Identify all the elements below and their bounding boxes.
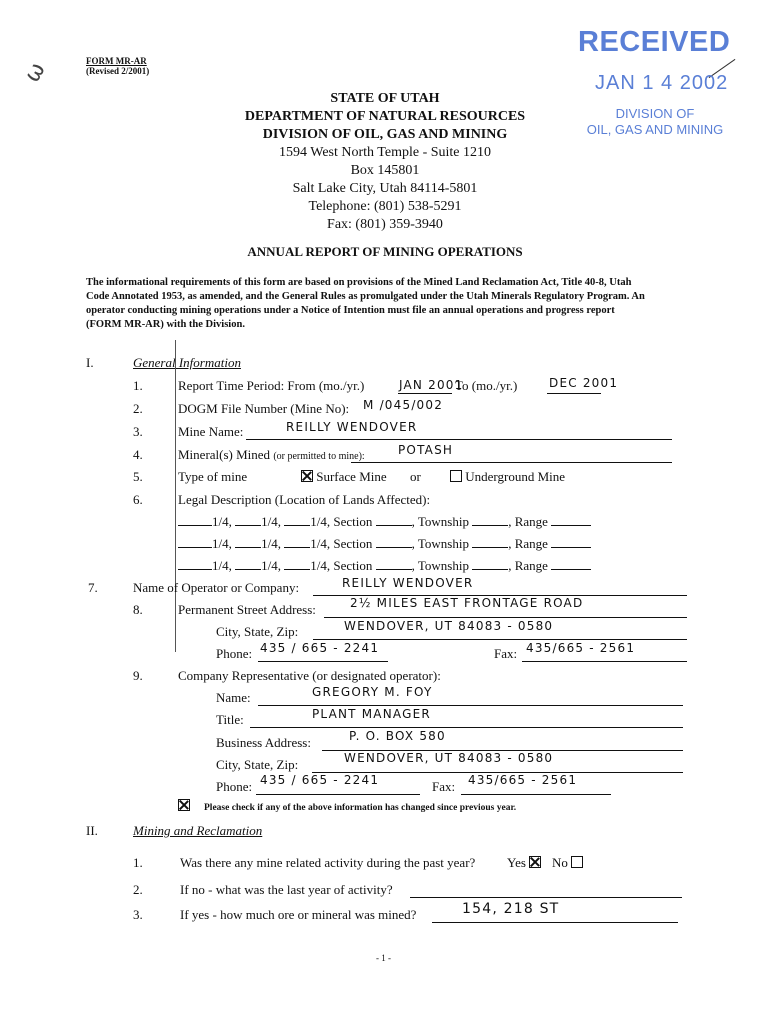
street-value: 2½ MILES EAST FRONTAGE ROAD [350,596,584,610]
operator-fax-value: 435/665 - 2561 [526,641,636,655]
report-title: ANNUAL REPORT OF MINING OPERATIONS [247,244,523,259]
rep-name-line [258,705,683,706]
rep-fax-line [461,794,611,795]
q1-no-checkbox[interactable] [571,856,583,868]
header-address2: Box 145801 [350,163,420,178]
q1-yes-label: Yes [507,855,526,870]
to-line [547,393,601,394]
changed-checkbox[interactable] [178,799,190,811]
item2-number: 2. [133,401,143,416]
form-name: FORM MR-AR [86,56,147,66]
header-address3: Salt Lake City, Utah 84114-5801 [292,181,478,196]
underground-mine-checkbox[interactable] [450,470,462,482]
mine-name-value: REILLY WENDOVER [286,420,418,434]
legal-range: , Range [508,536,548,551]
operator-name-value: REILLY WENDOVER [342,576,474,590]
mine-name-line [246,439,672,440]
q3-line [432,922,678,923]
rep-business-value: P. O. BOX 580 [349,729,446,743]
q1-yes-option[interactable] [507,855,541,871]
legal-label: Legal Description (Location of Lands Affected): [178,492,431,507]
section1-margin-line [175,340,176,652]
stamp-division-line2: OIL, GAS AND MINING [586,122,724,137]
form-id [86,56,149,76]
item3-number: 3. [133,424,143,439]
minerals-value: POTASH [398,443,454,457]
rep-phone-label: Phone: [216,779,253,794]
legal-section: 1/4, Section [310,558,373,573]
legal-q2: 1/4, [261,558,281,573]
q1-no-label: No [552,855,568,870]
item9-number: 9. [133,668,143,683]
type-label: Type of mine [178,469,248,484]
item6-number: 6. [133,492,143,507]
item4-number: 4. [133,447,143,462]
section2-numeral: II. [86,823,98,838]
header-telephone: Telephone: (801) 538-5291 [308,199,462,214]
operator-phone-line [258,661,388,662]
legal-range: , Range [508,514,548,529]
q3-value: 154, 218 ST [462,901,560,917]
operator-fax-line [522,661,687,662]
legal-row-2 [178,536,591,552]
mine-name-label: Mine Name: [178,424,244,439]
legal-township: , Township [411,514,469,529]
legal-section: 1/4, Section [310,536,373,551]
operator-phone-value: 435 / 665 - 2241 [260,641,380,655]
underground-mine-label: Underground Mine [465,469,566,484]
item1-number: 1. [133,378,143,393]
minerals-label [178,447,365,463]
item5-number: 5. [133,469,143,484]
agency-header [0,90,770,234]
legal-q1: 1/4, [212,536,232,551]
q1-number: 1. [133,855,143,870]
street-label: Permanent Street Address: [178,602,316,617]
operator-fax-label: Fax: [494,646,518,661]
intro-paragraph: The informational requirements of this form are based on provisions of the Mined Land Reclamation Act, Title 40-8, Utah Code Annotated 1953, as amended, and the General Rules as promulgated under the Utah Minerals Regulatory Program. An operator conducting mining operations under a Notice of Intention must file an annual operations and progress report (FORM MR-AR) with the Division. [86,277,645,330]
rep-city-label: City, State, Zip: [216,757,299,772]
from-value: JAN 2001 [399,378,464,392]
handwritten-mark: ω [19,58,51,87]
operator-name-label: Name of Operator or Company: [133,580,300,595]
stamp-division-line1: DIVISION OF [615,106,695,121]
received-stamp: RECEIVED [578,26,731,58]
from-line [398,393,452,394]
q2-number: 2. [133,882,143,897]
q1-text: Was there any mine related activity during the past year? [180,855,476,870]
minerals-note: (or permitted to mine): [273,451,365,462]
minerals-label-text: Mineral(s) Mined [178,447,271,462]
street-line [324,617,687,618]
legal-q2: 1/4, [261,536,281,551]
to-label: To (mo./yr.) [455,378,518,393]
changed-checkbox-row[interactable] [178,797,516,815]
surface-mine-label: Surface Mine [316,469,387,484]
q1-no-option[interactable] [552,855,583,871]
report-period-label: Report Time Period: From (mo./yr.) [178,378,365,393]
operator-city-line [313,639,687,640]
legal-row-1 [178,514,591,530]
rep-title-value: PLANT MANAGER [312,707,431,721]
q3-text: If yes - how much ore or mineral was mined? [180,907,417,922]
q2-text: If no - what was the last year of activity? [180,882,393,897]
legal-q2: 1/4, [261,514,281,529]
rep-phone-value: 435 / 665 - 2241 [260,773,380,787]
q3-number: 3. [133,907,143,922]
operator-city-label: City, State, Zip: [216,624,299,639]
rep-title-label: Title: [216,712,244,727]
minerals-line [351,462,672,463]
rep-title-line [250,727,683,728]
legal-row-3 [178,558,591,574]
legal-township: , Township [411,558,469,573]
legal-q1: 1/4, [212,514,232,529]
section1-numeral: I. [86,355,94,370]
header-fax: Fax: (801) 359-3940 [327,217,443,232]
operator-phone-label: Phone: [216,646,253,661]
rep-phone-line [256,794,420,795]
header-address1: 1594 West North Temple - Suite 1210 [278,145,492,160]
surface-mine-option[interactable] [301,469,387,485]
legal-township: , Township [411,536,469,551]
received-date: JAN 1 4 2002 [595,72,729,94]
rep-fax-label: Fax: [432,779,456,794]
legal-q1: 1/4, [212,558,232,573]
section1-title: General Information [133,355,241,370]
form-revised: (Revised 2/2001) [86,66,150,76]
or-label: or [410,469,421,484]
legal-section: 1/4, Section [310,514,373,529]
item8-number: 8. [133,602,143,617]
to-value: DEC 2001 [549,376,619,390]
header-department: DEPARTMENT OF NATURAL RESOURCES [244,109,526,124]
underground-mine-option[interactable] [450,469,565,485]
item7-number: 7. [88,580,98,595]
q1-yes-checkbox[interactable] [529,856,541,868]
page-number: - 1 - [376,953,391,963]
file-number-label: DOGM File Number (Mine No): [178,401,350,416]
rep-fax-value: 435/665 - 2561 [468,773,578,787]
header-state: STATE OF UTAH [330,91,440,106]
rep-city-value: WENDOVER, UT 84083 - 0580 [344,751,554,765]
surface-mine-checkbox[interactable] [301,470,313,482]
rep-business-label: Business Address: [216,735,311,750]
legal-range: , Range [508,558,548,573]
header-division: DIVISION OF OIL, GAS AND MINING [262,127,508,142]
rep-label: Company Representative (or designated operator): [178,668,441,683]
section2-title: Mining and Reclamation [133,823,263,838]
rep-name-value: GREGORY M. FOY [312,685,433,699]
rep-name-label: Name: [216,690,251,705]
q2-line [410,897,682,898]
file-number-value: M /045/002 [363,398,444,412]
operator-city-value: WENDOVER, UT 84083 - 0580 [344,619,554,633]
changed-note: Please check if any of the above information has changed since previous year. [204,803,517,813]
